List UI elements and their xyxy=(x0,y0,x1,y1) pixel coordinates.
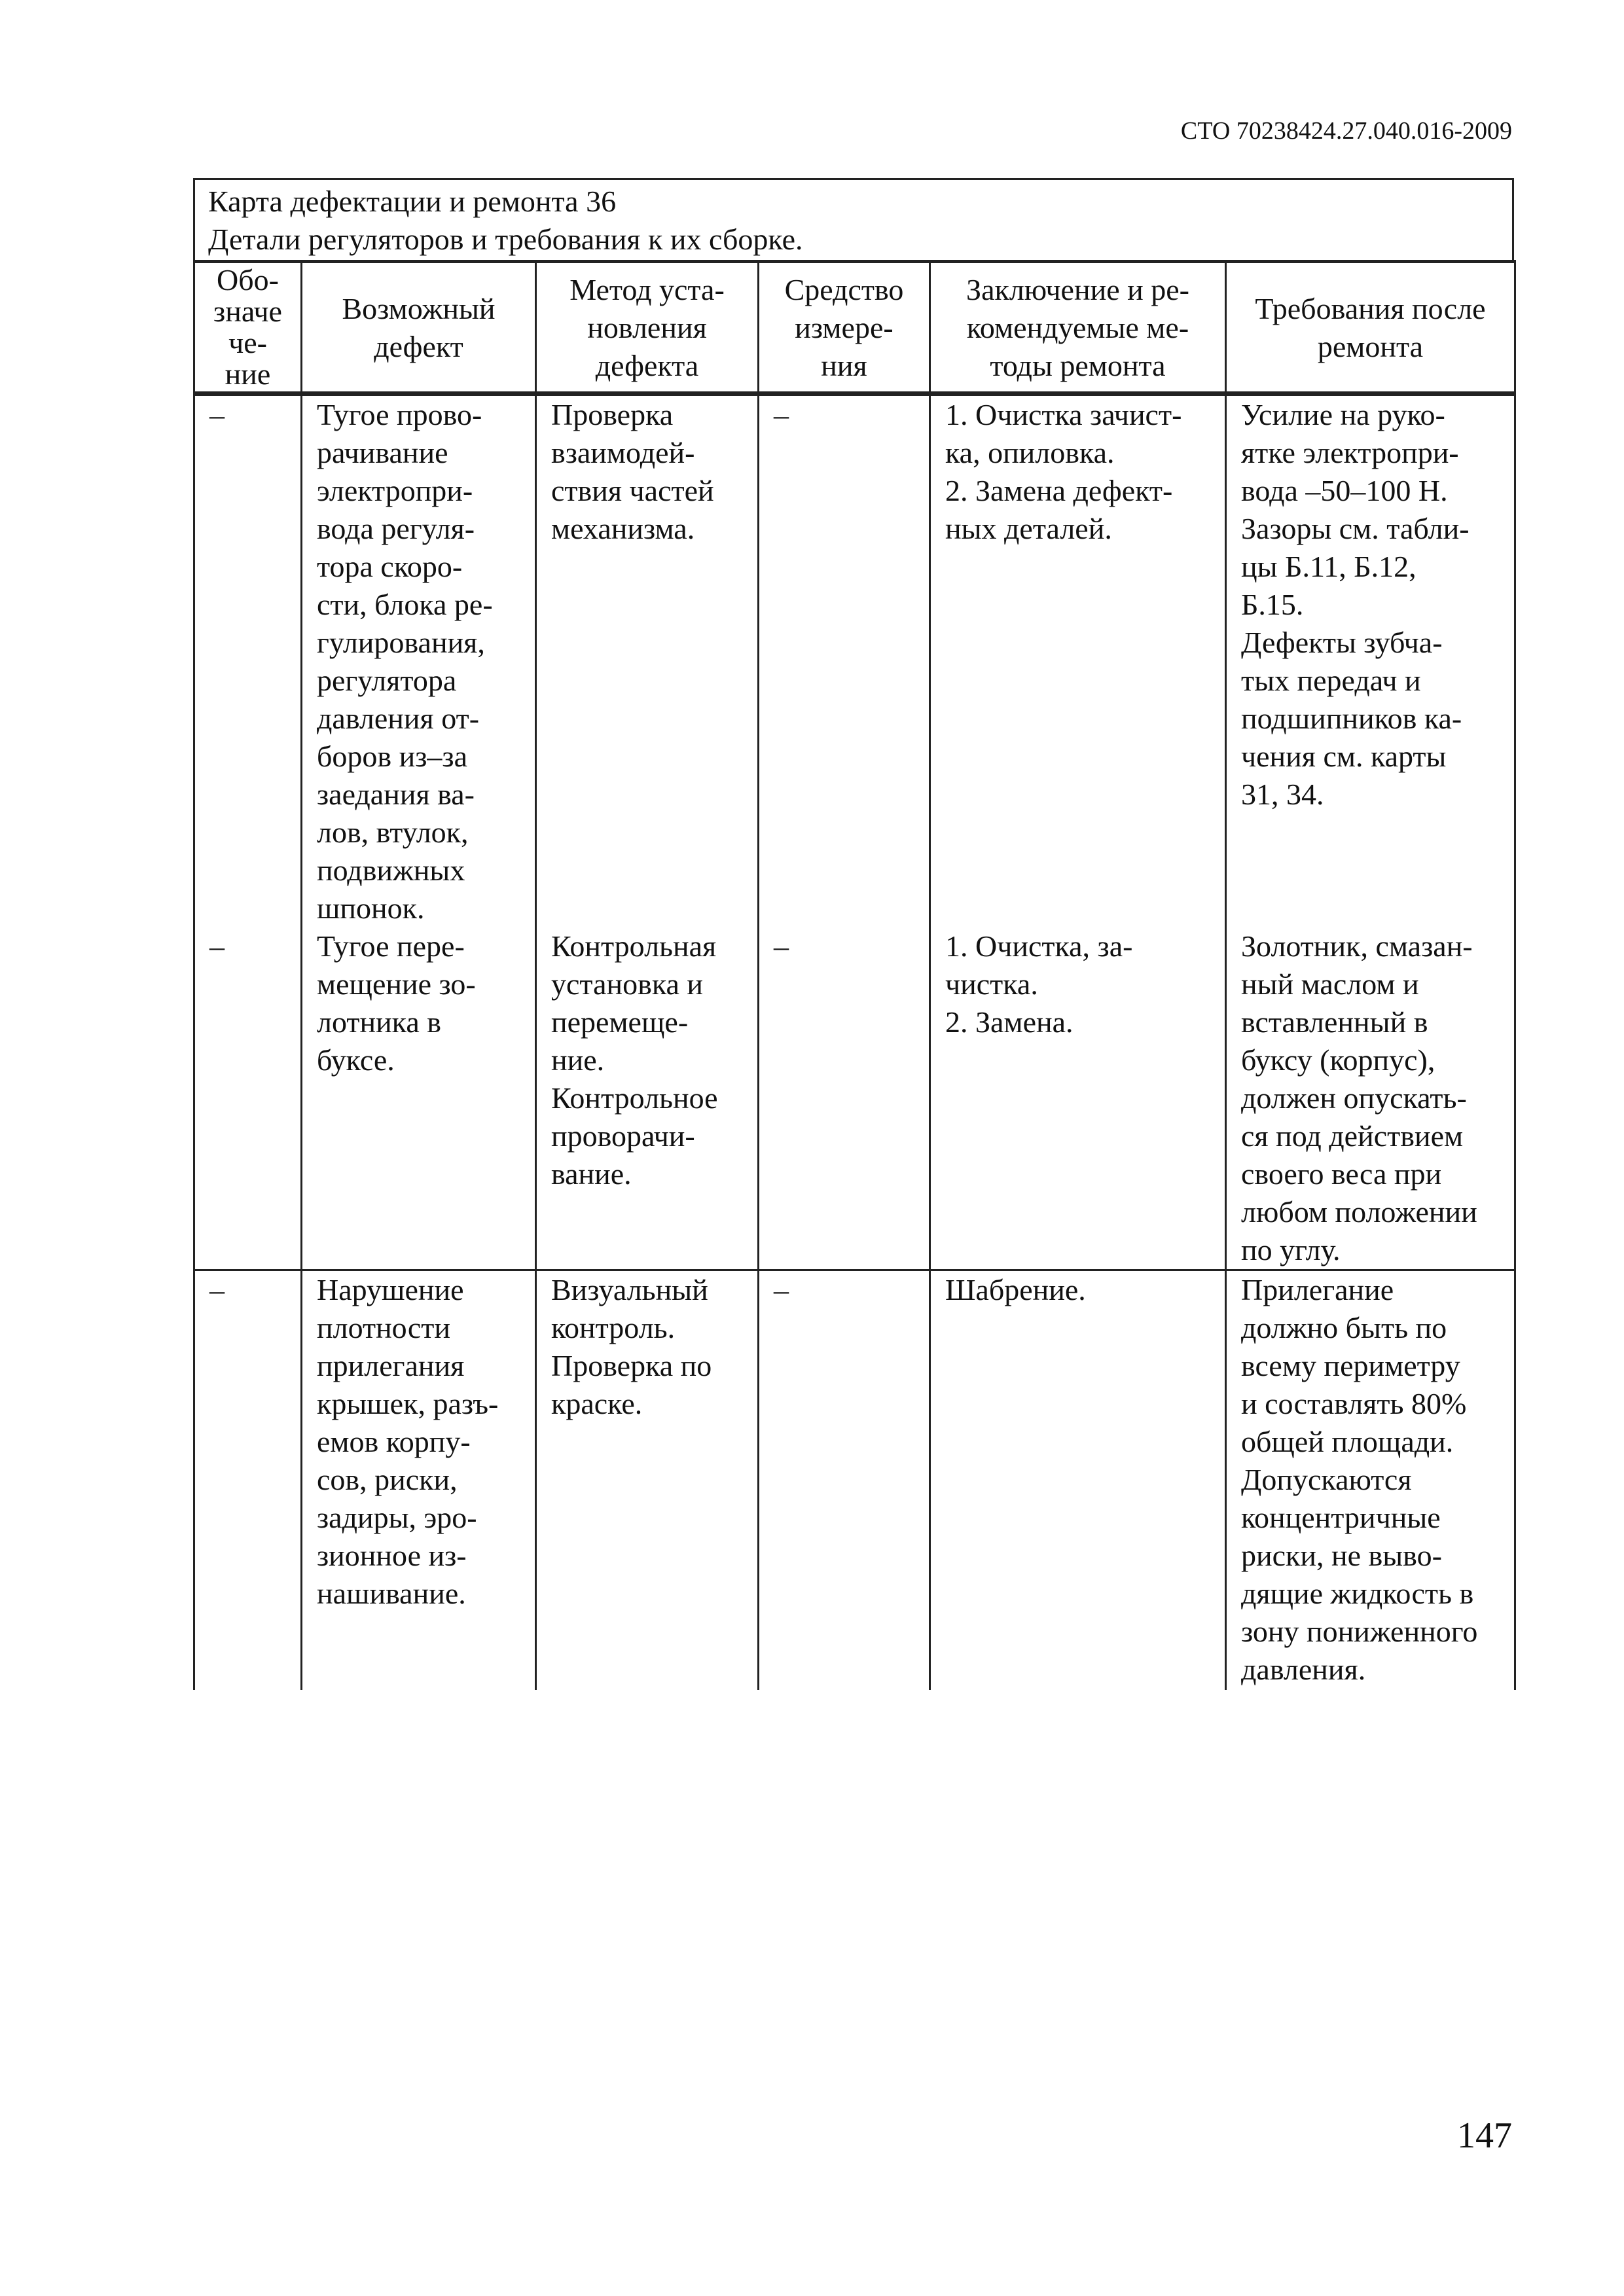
cell-defect: Тугое пере- мещение зо- лотника в буксе. xyxy=(302,927,536,1270)
table-header-row xyxy=(194,262,1515,394)
col-header-instrument: Средство измере- ния xyxy=(759,262,930,394)
cell-repair: 1. Очистка зачист- ка, опиловка. 2. Замена дефект- ных деталей. xyxy=(930,394,1226,928)
cell-instrument: – xyxy=(759,394,930,928)
cell-requirements: Золотник, смазан- ный маслом и вставленный в буксу (корпус), должен опускать- ся под действием своего веса при любом положении по углу. xyxy=(1226,927,1515,1270)
cell-designation: – xyxy=(194,394,302,928)
defect-table xyxy=(193,260,1516,1690)
cell-defect: Нарушение плотности прилегания крышек, разъ- емов корпу- сов, риски, задиры, эро- зионное из- нашивание. xyxy=(302,1270,536,1691)
cell-defect: Тугое прово- рачивание электропри- вода регуля- тора скоро- сти, блока ре- гулирования, регулятора давления от- боров из–за заедания ва- лов, втулок, подвижных шпонок. xyxy=(302,394,536,928)
page-number: 147 xyxy=(1457,2115,1512,2156)
card-subtitle: Детали регуляторов и требования к их сборке. xyxy=(208,223,803,256)
col-header-designation: Обо- значе че- ние xyxy=(194,262,302,394)
defect-card xyxy=(193,178,1514,1690)
cell-designation: – xyxy=(194,1270,302,1691)
cell-repair: 1. Очистка, за- чистка. 2. Замена. xyxy=(930,927,1226,1270)
cell-repair: Шабрение. xyxy=(930,1270,1226,1691)
col-header-repair: Заключение и ре- комендуемые ме- тоды ремонта xyxy=(930,262,1226,394)
col-header-method: Метод уста- новления дефекта xyxy=(536,262,759,394)
document-code: СТО 70238424.27.040.016-2009 xyxy=(1180,117,1512,145)
table-row xyxy=(194,394,1515,928)
cell-requirements: Усилие на руко- ятке электропри- вода –50–100 Н. Зазоры см. табли- цы Б.11, Б.12, Б.15. Дефекты зубча- тых передач и подшипников ка- чения см. карты 31, 34. xyxy=(1226,394,1515,928)
cell-requirements: Прилегание должно быть по всему периметру и составлять 80% общей площади. Допускаются концентричные риски, не выво- дящие жидкость в зону пониженного давления. xyxy=(1226,1270,1515,1691)
card-title-box xyxy=(193,178,1514,260)
cell-instrument: – xyxy=(759,1270,930,1691)
cell-method: Проверка взаимодей- ствия частей механизма. xyxy=(536,394,759,928)
cell-designation: – xyxy=(194,927,302,1270)
cell-method: Контрольная установка и перемеще- ние. Контрольное проворачи- вание. xyxy=(536,927,759,1270)
cell-instrument: – xyxy=(759,927,930,1270)
table-row xyxy=(194,1270,1515,1691)
card-title: Карта дефектации и ремонта 36 xyxy=(208,185,617,218)
col-header-requirements: Требования после ремонта xyxy=(1226,262,1515,394)
table-row xyxy=(194,927,1515,1270)
cell-method: Визуальный контроль. Проверка по краске. xyxy=(536,1270,759,1691)
col-header-defect: Возможный дефект xyxy=(302,262,536,394)
